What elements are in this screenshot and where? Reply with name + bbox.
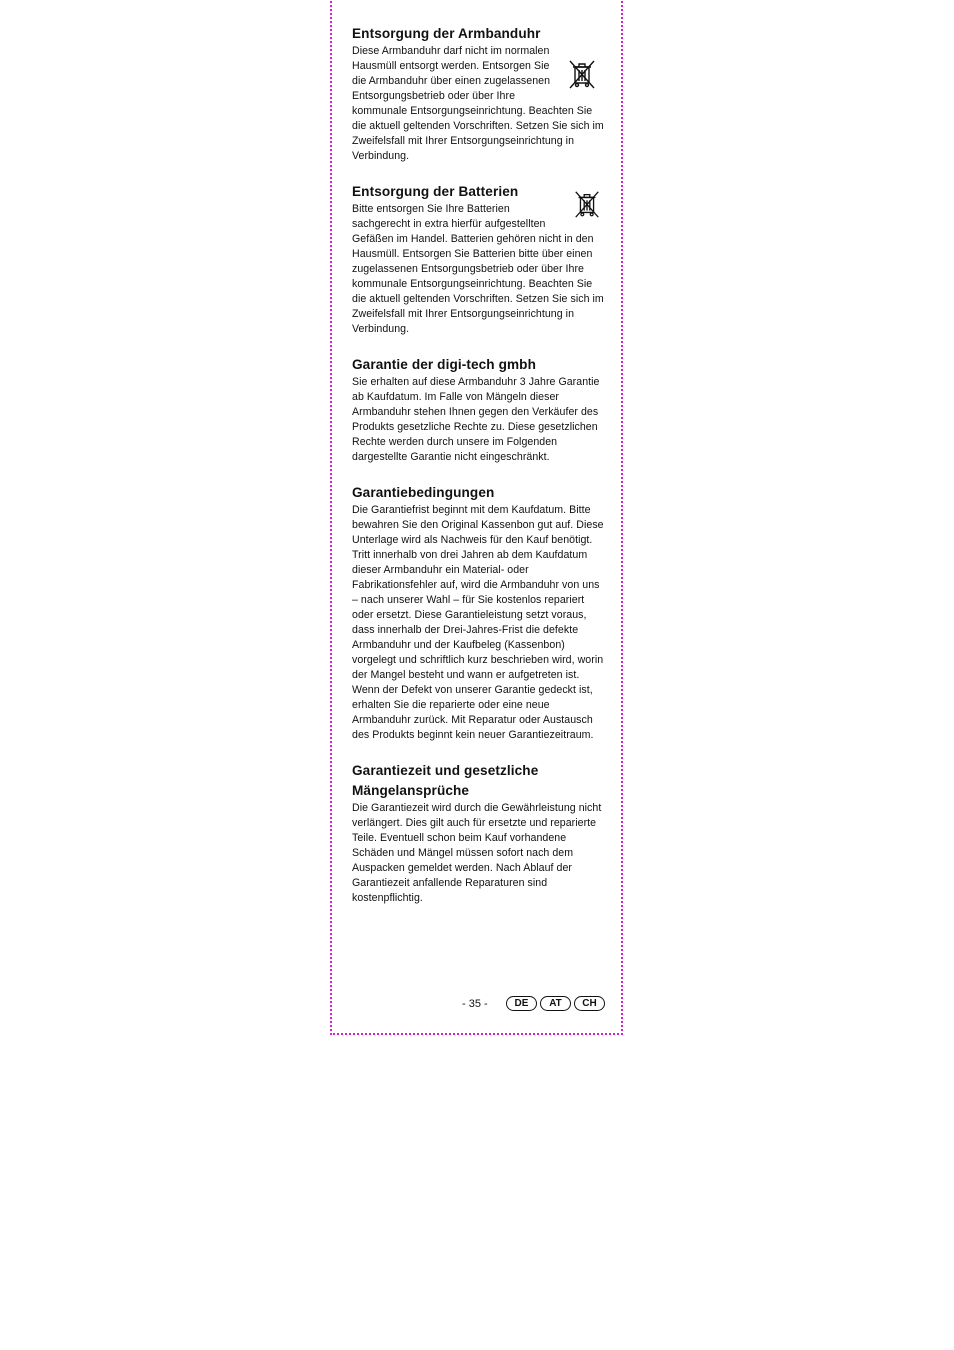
section-heading: Garantie der digi-tech gmbh [352, 357, 536, 372]
page-number: - 35 - [462, 998, 488, 1010]
section-body: Sie erhalten auf diese Armbanduhr 3 Jahre Garantie ab Kaufdatum. Im Falle von Mängeln dieser Armbanduhr stehen Ihnen gegen den Verkäufer des Produkts gesetzliche Rechte zu. Diese gesetzlichen Rechte werden durch unsere im Folgenden dargestellte Garantie nicht eingeschränkt. [352, 376, 600, 463]
section-body: Bitte entsorgen Sie Ihre Batterien sachgerecht in extra hierfür aufgestellten Gefäßen im Handel. Batterien gehören nicht in den Hausmüll. Entsorgen Sie Batterien bitte über einen zugelassenen Entsorgungsbetrieb oder über Ihre kommunale Entsorgungseinrichtung. Beachten Sie die aktuell geltenden Vorschriften. Setzen Sie sich im Zweifelsfall mit Ihrer Entsorgungseinrichtung in Verbindung. [352, 203, 604, 335]
crossed-out-bin-icon [572, 188, 602, 220]
section-body: Diese Armbanduhr darf nicht im normalen Hausmüll entsorgt werden. Entsorgen Sie die Armbanduhr über einen zugelassenen Entsorgungsbetrieb oder über Ihre kommunale Entsorgungseinrichtung. Beachten Sie die aktuell geltenden Vorschriften. Setzen Sie sich im Zweifelsfall mit Ihrer Entsorgungseinrichtung in Verbindung. [352, 45, 604, 162]
section-warranty-conditions [352, 483, 604, 743]
section-heading: Entsorgung der Batterien [352, 184, 519, 199]
section-heading: Entsorgung der Armbanduhr [352, 26, 541, 41]
country-badge-ch: CH [574, 996, 605, 1011]
section-disposal-batteries [352, 182, 604, 337]
country-badge-at: AT [540, 996, 571, 1011]
section-warranty-period [352, 761, 604, 906]
section-body: Die Garantiefrist beginnt mit dem Kaufdatum. Bitte bewahren Sie den Original Kassenbon gut auf. Diese Unterlage wird als Nachweis für den Kauf benötigt. Tritt innerhalb von drei Jahren ab dem Kaufdatum dieser Armbanduhr ein Material- oder Fabrikationsfehler auf, wird die Armbanduhr von uns – nach unserer Wahl – für Sie kostenlos repariert oder ersetzt. Diese Garantieleistung setzt voraus, dass innerhalb der Drei-Jahres-Frist die defekte Armbanduhr und der Kaufbeleg (Kassenbon) vorgelegt und schriftlich kurz beschrieben wird, worin der Mangel besteht und wann er aufgetreten ist. Wenn der Defekt von unserer Garantie gedeckt ist, erhalten Sie die reparierte oder eine neue Armbanduhr zurück. Mit Reparatur oder Austausch des Produkts beginnt kein neuer Garantiezeitraum. [352, 504, 604, 741]
crossed-out-bin-icon [566, 58, 598, 90]
section-heading: Garantiebedingungen [352, 485, 495, 500]
country-badge-de: DE [506, 996, 537, 1011]
country-badges [506, 996, 605, 1011]
page-footer [330, 995, 623, 1015]
section-warranty [352, 355, 604, 465]
section-body: Die Garantiezeit wird durch die Gewährleistung nicht verlängert. Dies gilt auch für ersetzte und reparierte Teile. Eventuell schon beim Kauf vorhandene Schäden und Mängel müssen sofort nach dem Auspacken gemeldet werden. Nach Ablauf der Garantiezeit anfallende Reparaturen sind kostenpflichtig. [352, 802, 602, 904]
section-disposal-watch [352, 24, 604, 164]
page-content [352, 24, 604, 924]
section-heading: Garantiezeit und gesetzliche Mängelansprüche [352, 763, 539, 798]
